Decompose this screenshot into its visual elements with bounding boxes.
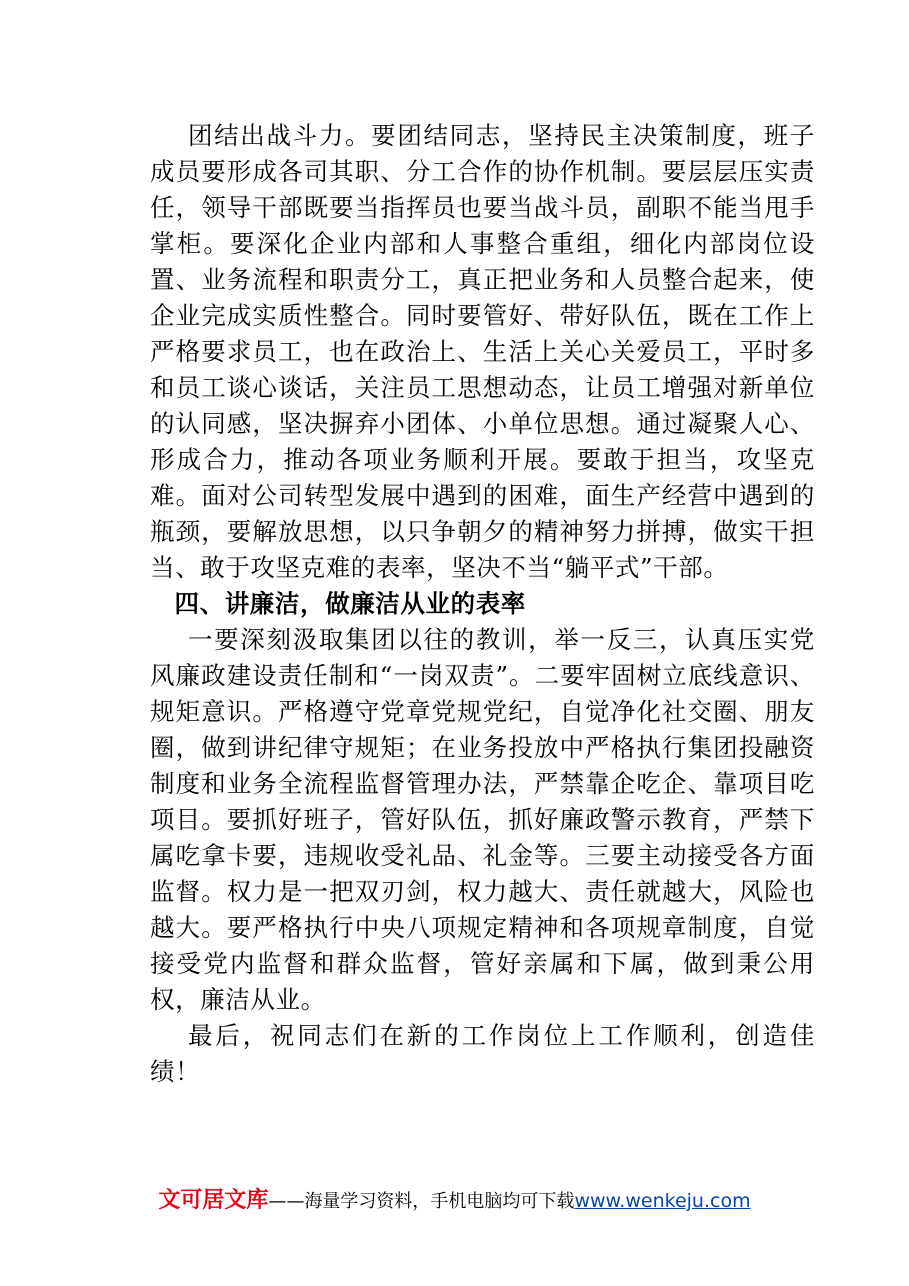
paragraph-closing: 最后，祝同志们在新的工作岗位上工作顺利，创造佳绩！ [150,1021,815,1086]
footer-website-link[interactable]: www.wenkeju.com [574,1190,751,1212]
footer-banner [0,1183,909,1214]
footer-brand-name: 文可居文库 [158,1188,269,1213]
paragraph-unity: 团结出战斗力。要团结同志，坚持民主决策制度，班子成员要形成各司其职、分工合作的协作机制。要层层压实责任，领导干部既要当指挥员也要当战斗员，副职不能当甩手掌柜。要深化企业内部和人事整合重组，细化内部岗位设置、业务流程和职责分工，真正把业务和人员整合起来，使企业完成实质性整合。同时要管好、带好队伍，既在工作上严格要求员工，也在政治上、生活上关心关爱员工，平时多和员工谈心谈话，关注员工思想动态，让员工增强对新单位的认同感，坚决摒弃小团体、小单位思想。通过凝聚人心、形成合力，推动各项业务顺利开展。要敢于担当，攻坚克难。面对公司转型发展中遇到的困难，面生产经营中遇到的瓶颈，要解放思想，以只争朝夕的精神努力拼搏，做实干担当、敢于攻坚克难的表率，坚决不当“躺平式”干部。 [150,121,815,582]
document-body [150,118,815,1090]
paragraph-integrity: 一要深刻汲取集团以往的教训，举一反三，认真压实党风廉政建设责任制和“一岗双责”。二要牢固树立底线意识、规矩意识。严格遵守党章党规党纪，自觉净化社交圈、朋友圈，做到讲纪律守规矩；在业务投放中严格执行集团投融资制度和业务全流程监督管理办法，严禁靠企吃企、靠项目吃项目。要抓好班子，管好队伍，抓好廉政警示教育，严禁下属吃拿卡要，违规收受礼品、礼金等。三要主动接受各方面监督。权力是一把双刃剑，权力越大、责任就越大，风险也越大。要严格执行中央八项规定精神和各项规章制度，自觉接受党内监督和群众监督，管好亲属和下属，做到秉公用权，廉洁从业。 [150,625,815,1014]
footer-tagline: ——海量学习资料，手机电脑均可下载 [268,1191,575,1212]
section-heading-integrity: 四、讲廉洁，做廉洁从业的表率 [174,589,526,618]
